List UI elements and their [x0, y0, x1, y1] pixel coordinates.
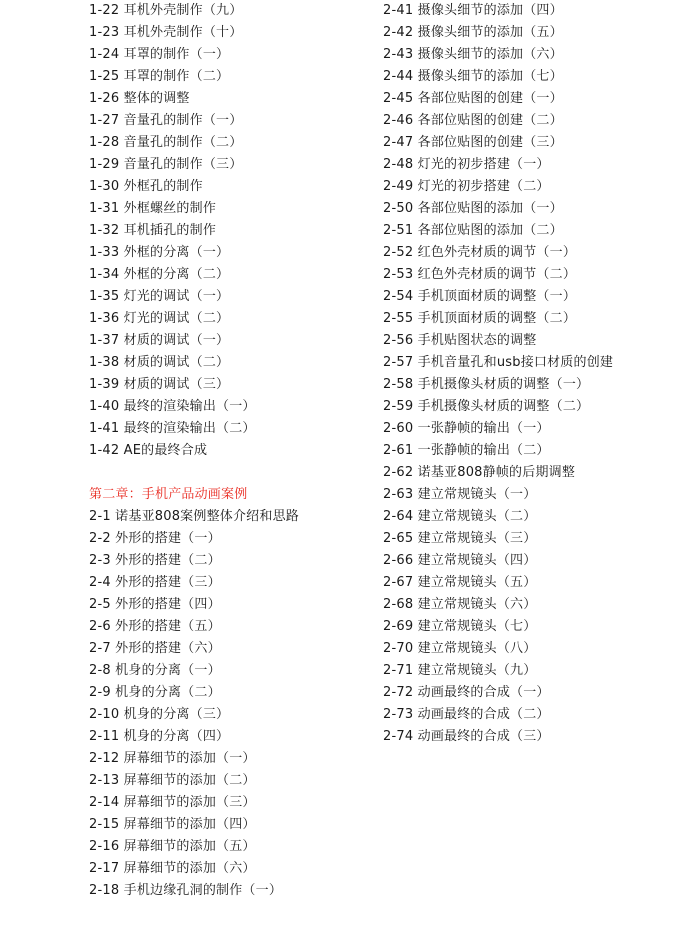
toc-entry: 2-56 手机贴图状态的调整: [383, 333, 537, 348]
toc-entry: 1-37 材质的调试（一）: [89, 333, 230, 348]
toc-entry: 2-8 机身的分离（一）: [89, 663, 221, 678]
toc-entry: 1-32 耳机插孔的制作: [89, 223, 217, 238]
toc-entry: 2-4 外形的搭建（三）: [89, 575, 221, 590]
toc-entry: 2-52 红色外壳材质的调节（一）: [383, 245, 577, 260]
toc-entry: 1-31 外框螺丝的制作: [89, 201, 217, 216]
toc-entry: 1-28 音量孔的制作（二）: [89, 135, 243, 150]
toc-entry: 2-18 手机边缘孔洞的制作（一）: [89, 883, 283, 898]
toc-entry: 2-69 建立常规镜头（七）: [383, 619, 537, 634]
toc-entry: 2-7 外形的搭建（六）: [89, 641, 221, 656]
toc-entry: 2-17 屏幕细节的添加（六）: [89, 861, 256, 876]
toc-entry: 1-39 材质的调试（三）: [89, 377, 230, 392]
toc-entry: 2-16 屏幕细节的添加（五）: [89, 839, 256, 854]
toc-entry: 2-67 建立常规镜头（五）: [383, 575, 537, 590]
toc-entry: 1-29 音量孔的制作（三）: [89, 157, 243, 172]
section-gap: [89, 462, 299, 484]
toc-entry: 2-1 诺基亚808案例整体介绍和思路: [89, 509, 299, 524]
toc-entry: 2-63 建立常规镜头（一）: [383, 487, 537, 502]
toc-entry: 2-66 建立常规镜头（四）: [383, 553, 537, 568]
toc-entry: 2-9 机身的分离（二）: [89, 685, 221, 700]
toc-entry: 2-46 各部位贴图的创建（二）: [383, 113, 563, 128]
toc-entry: 1-42 AE的最终合成: [89, 443, 208, 458]
toc-entry: 1-33 外框的分离（一）: [89, 245, 230, 260]
toc-entry: 2-5 外形的搭建（四）: [89, 597, 221, 612]
toc-entry: 2-71 建立常规镜头（九）: [383, 663, 537, 678]
toc-entry: 2-72 动画最终的合成（一）: [383, 685, 550, 700]
toc-entry: 2-54 手机顶面材质的调整（一）: [383, 289, 577, 304]
toc-entry: 2-12 屏幕细节的添加（一）: [89, 751, 256, 766]
toc-entry: 2-45 各部位贴图的创建（一）: [383, 91, 563, 106]
toc-entry: 2-6 外形的搭建（五）: [89, 619, 221, 634]
toc-entry: 1-35 灯光的调试（一）: [89, 289, 230, 304]
toc-entry: 2-62 诺基亚808静帧的后期调整: [383, 465, 576, 480]
toc-entry: 2-14 屏幕细节的添加（三）: [89, 795, 256, 810]
toc-entry: 1-22 耳机外壳制作（九）: [89, 3, 243, 18]
toc-entry: 2-15 屏幕细节的添加（四）: [89, 817, 256, 832]
toc-entry: 2-41 摄像头细节的添加（四）: [383, 3, 563, 18]
toc-entry: 1-41 最终的渲染输出（二）: [89, 421, 256, 436]
toc-entry: 2-60 一张静帧的输出（一）: [383, 421, 550, 436]
toc-entry: 2-70 建立常规镜头（八）: [383, 641, 537, 656]
toc-entry: 2-11 机身的分离（四）: [89, 729, 230, 744]
toc-entry: 2-48 灯光的初步搭建（一）: [383, 157, 550, 172]
toc-entry: 2-51 各部位贴图的添加（二）: [383, 223, 563, 238]
toc-entry: 1-38 材质的调试（二）: [89, 355, 230, 370]
toc-entry: 2-49 灯光的初步搭建（二）: [383, 179, 550, 194]
toc-entry: 2-2 外形的搭建（一）: [89, 531, 221, 546]
toc-entry: 2-44 摄像头细节的添加（七）: [383, 69, 563, 84]
toc-entry: 1-30 外框孔的制作: [89, 179, 203, 194]
toc-entry: 2-74 动画最终的合成（三）: [383, 729, 550, 744]
toc-entry: 2-50 各部位贴图的添加（一）: [383, 201, 563, 216]
toc-entry: 1-25 耳罩的制作（二）: [89, 69, 230, 84]
right-column: [383, 0, 613, 748]
toc-entry: 2-58 手机摄像头材质的调整（一）: [383, 377, 590, 392]
toc-entry: 1-26 整体的调整: [89, 91, 190, 106]
toc-entry: 1-23 耳机外壳制作（十）: [89, 25, 243, 40]
toc-entry: 2-3 外形的搭建（二）: [89, 553, 221, 568]
toc-entry: 2-13 屏幕细节的添加（二）: [89, 773, 256, 788]
chapter-heading: 第二章：手机产品动画案例: [89, 487, 248, 502]
toc-entry: 2-64 建立常规镜头（二）: [383, 509, 537, 524]
toc-entry: 1-24 耳罩的制作（一）: [89, 47, 230, 62]
toc-entry: 1-36 灯光的调试（二）: [89, 311, 230, 326]
toc-entry: 2-57 手机音量孔和usb接口材质的创建: [383, 355, 614, 370]
toc-entry: 1-40 最终的渲染输出（一）: [89, 399, 256, 414]
toc-entry: 1-27 音量孔的制作（一）: [89, 113, 243, 128]
toc-entry: 2-55 手机顶面材质的调整（二）: [383, 311, 577, 326]
toc-entry: 2-47 各部位贴图的创建（三）: [383, 135, 563, 150]
toc-entry: 2-61 一张静帧的输出（二）: [383, 443, 550, 458]
toc-entry: 2-59 手机摄像头材质的调整（二）: [383, 399, 590, 414]
toc-entry: 2-68 建立常规镜头（六）: [383, 597, 537, 612]
toc-entry: 2-53 红色外壳材质的调节（二）: [383, 267, 577, 282]
toc-entry: 2-65 建立常规镜头（三）: [383, 531, 537, 546]
toc-entry: 2-42 摄像头细节的添加（五）: [383, 25, 563, 40]
toc-entry: 2-43 摄像头细节的添加（六）: [383, 47, 563, 62]
toc-entry: 2-73 动画最终的合成（二）: [383, 707, 550, 722]
left-column: [89, 0, 299, 902]
toc-entry: 2-10 机身的分离（三）: [89, 707, 230, 722]
toc-entry: 1-34 外框的分离（二）: [89, 267, 230, 282]
